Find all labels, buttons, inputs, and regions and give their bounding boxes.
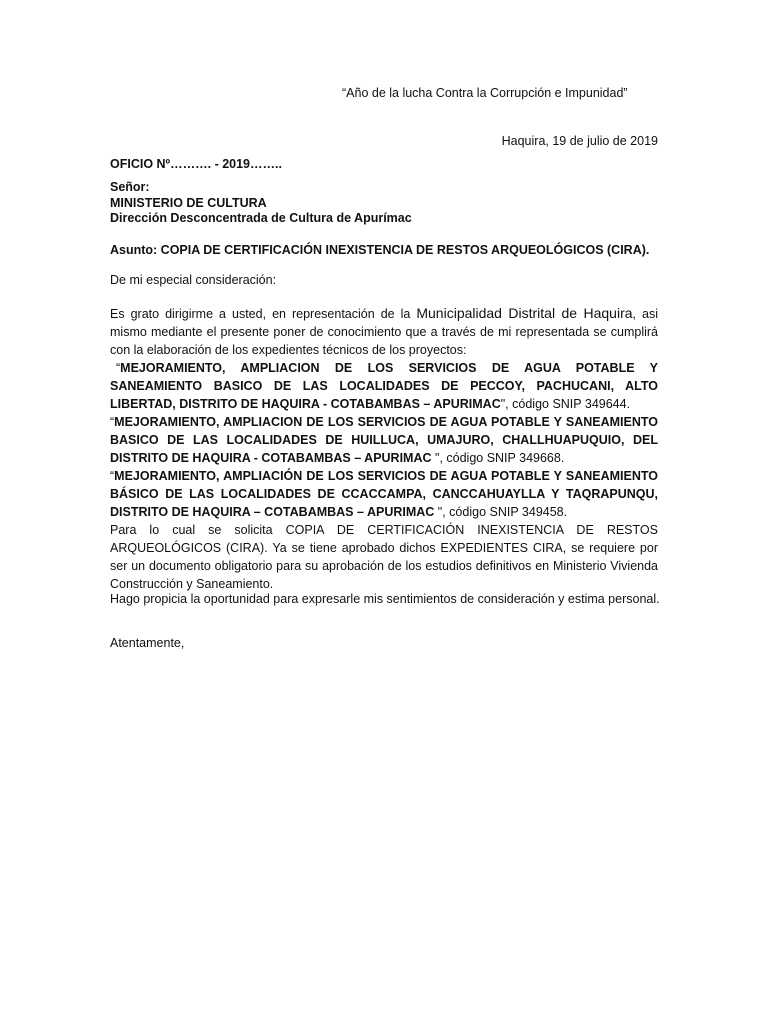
- project-name: MEJORAMIENTO, AMPLIACION DE LOS SERVICIOS DE AGUA POTABLE Y SANEAMIENTO BASICO DE LAS LOCALIDADES DE HUILLUCA, UMAJURO, CHALLHUAPUQUIO, DEL DISTRITO DE HAQUIRA - COTABAMBAS – APURIMAC: [110, 415, 658, 465]
- letter-date: Haquira, 19 de julio de 2019: [501, 134, 658, 148]
- addressee-institution: MINISTERIO DE CULTURA: [110, 195, 267, 210]
- addressee-block: [110, 180, 412, 227]
- project-item: [110, 359, 658, 413]
- project-name: MEJORAMIENTO, AMPLIACIÓN DE LOS SERVICIOS DE AGUA POTABLE Y SANEAMIENTO BÁSICO DE LAS LOCALIDADES DE CCACCAMPA, CANCCAHUAYLLA Y TAQRAPUNQU, DISTRITO DE HAQUIRA – COTABAMBAS – APURIMAC: [110, 469, 658, 519]
- signoff: Atentamente,: [110, 636, 185, 650]
- municipality-name: Municipalidad Distrital de Haquira: [416, 305, 633, 321]
- project-item: [110, 413, 658, 467]
- subject-line: Asunto: COPIA DE CERTIFICACIÓN INEXISTENCIA DE RESTOS ARQUEOLÓGICOS (CIRA).: [110, 243, 650, 257]
- project-open-quote: “: [110, 469, 115, 483]
- project-name: MEJORAMIENTO, AMPLIACION DE LOS SERVICIOS DE AGUA POTABLE Y SANEAMIENTO BASICO DE LAS LOCALIDADES DE PECCOY, PACHUCANI, ALTO LIBERTAD, DISTRITO DE HAQUIRA - COTABAMBAS – APURIMAC: [110, 361, 658, 411]
- project-snip: ", código SNIP 349644.: [500, 397, 631, 411]
- greeting: De mi especial consideración:: [110, 273, 277, 287]
- intro-part2: , asi mismo mediante el presente poner de conocimiento que a través de mi representada se cumplirá con la elaboración de los expedientes técnicos de los proyectos:: [110, 307, 658, 357]
- project-open-quote: “: [110, 415, 115, 429]
- letter-body: [110, 304, 658, 593]
- intro-part1: Es grato dirigirme a usted, en representación de la: [110, 307, 417, 321]
- request-paragraph: Para lo cual se solicita COPIA DE CERTIFICACIÓN INEXISTENCIA DE RESTOS ARQUEOLÓGICOS (CIRA). Ya se tiene aprobado dichos EXPEDIENTES CIRA, se requiere por ser un documento obligatorio para su aprobación de los estudios definitivos en Ministerio Vivienda Construcción y Saneamiento.: [110, 523, 658, 591]
- addressee-department: Dirección Desconcentrada de Cultura de Apurímac: [110, 211, 412, 225]
- project-open-quote: “: [116, 361, 121, 375]
- project-item: [110, 467, 658, 521]
- year-motto: “Año de la lucha Contra la Corrupción e Impunidad”: [342, 86, 628, 100]
- oficio-number: OFICIO Nº………. - 2019……..: [110, 157, 282, 171]
- closing-paragraph: Hago propicia la oportunidad para expresarle mis sentimientos de consideración y estima personal.: [110, 592, 660, 606]
- project-snip: ", código SNIP 349458.: [434, 505, 568, 519]
- intro-paragraph: [110, 304, 658, 359]
- addressee-salutation: Señor:: [110, 180, 150, 194]
- project-snip: ", código SNIP 349668.: [431, 451, 565, 465]
